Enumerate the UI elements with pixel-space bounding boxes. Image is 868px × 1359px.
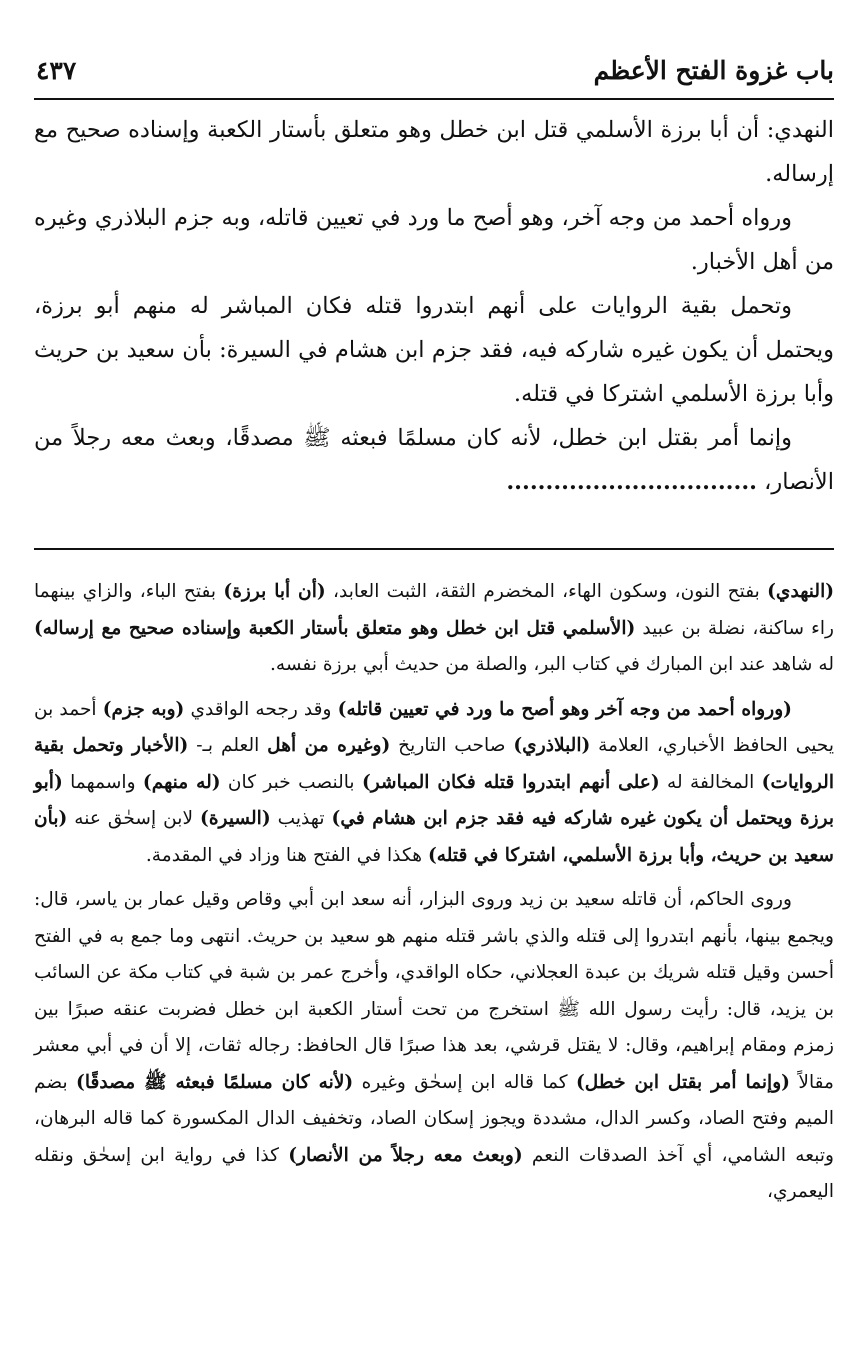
quoted-text-segment: (السيرة) [200, 808, 271, 829]
quoted-text-segment: (لأنه كان مسلمًا فبعثه ﷺ مصدقًا) [76, 1071, 354, 1093]
page-header [34, 50, 834, 92]
commentary-text-segment: أحمد بن يحيى الحافظ الأخباري، العلامة [34, 698, 834, 756]
commentary-text-segment: المخالفة له [659, 771, 762, 793]
commentary-text-segment: واسمهما [62, 771, 143, 793]
commentary-text-segment: تهذيب [270, 808, 332, 829]
quoted-text-segment: (أبو برزة ويحتمل أن يكون غيره شاركه فيه فقد جزم ابن هشام في) [34, 771, 834, 829]
commentary-text-segment: كما قاله ابن إسحٰق وغيره [353, 1071, 576, 1093]
commentary-paragraph [34, 882, 834, 1211]
commentary-text-segment: بفتح الباء، والزاي بينهما راء ساكنة، نضلة بن عبيد [34, 581, 834, 639]
ellipsis-dots: ................................ [506, 469, 757, 495]
main-text [34, 108, 834, 504]
header-rule [34, 98, 834, 100]
main-paragraph-4-text: وإنما أمر بقتل ابن خطل، لأنه كان مسلمًا فبعثه ﷺ مصدقًا، وبعث معه رجلاً من الأنصار، [34, 425, 834, 495]
main-paragraph-3: وتحمل بقية الروايات على أنهم ابتدروا قتله فكان المباشر له منهم أبو برزة، ويحتمل أن يكون غيره شاركه فيه، فقد جزم ابن هشام في السيرة: بأن سعيد بن حريث وأبا برزة الأسلمي اشتركا في قتله. [34, 293, 834, 407]
main-paragraph-2: ورواه أحمد من وجه آخر، وهو أصح ما ورد في تعيين قاتله، وبه جزم البلاذري وغيره من أهل الأخبار. [34, 205, 834, 275]
commentary-text-segment: بضم الميم وفتح الصاد، وكسر الدال، مشددة ويجوز إسكان الصاد، وتخفيف الدال المكسورة كما قاله البرهان، وتبعه الشامي، أي آخذ الصدقات النعم [34, 1071, 834, 1166]
main-paragraph-4 [34, 416, 834, 504]
commentary [34, 566, 834, 1211]
commentary-paragraph [34, 574, 834, 684]
quoted-text-segment: (له منهم) [142, 771, 221, 793]
quoted-text-segment: (وبعث معه رجلاً من الأنصار) [288, 1144, 523, 1166]
commentary-text-segment: بفتح النون، وسكون الهاء، المخضرم الثقة، الثبت العابد، [325, 581, 768, 602]
commentary-text-segment: كذا في رواية ابن إسحٰق ونقله اليعمري، [34, 1144, 834, 1202]
footnote-separator [34, 548, 834, 550]
commentary-text-segment: العلم بـ- [188, 735, 268, 756]
commentary-paragraph [34, 692, 834, 875]
page-number: ٤٣٧ [36, 56, 77, 85]
quoted-text-segment: (البلاذري) [513, 735, 591, 756]
main-paragraph-1: النهدي: أن أبا برزة الأسلمي قتل ابن خطل وهو متعلق بأستار الكعبة وإسناده صحيح مع إرساله. [34, 117, 834, 187]
commentary-text-segment: وقد رجحه الواقدي [184, 698, 338, 720]
quoted-text-segment: (أن أبا برزة) [223, 581, 326, 602]
quoted-text-segment: (وبه جزم) [102, 698, 185, 720]
quoted-text-segment: (بأن سعيد بن حريث، وأبا برزة الأسلمي، اشتركا في قتله) [34, 808, 834, 866]
quoted-text-segment: (وإنما أمر بقتل ابن خطل) [575, 1071, 790, 1093]
chapter-title: باب غزوة الفتح الأعظم [593, 56, 834, 85]
quoted-text-segment: (وغيره من أهل [267, 735, 391, 756]
commentary-text-segment: لابن إسحٰق عنه [67, 808, 201, 829]
quoted-text-segment: (على أنهم ابتدروا قتله فكان المباشر) [361, 771, 660, 793]
quoted-text-segment: (الأخبار وتحمل بقية الروايات) [34, 735, 835, 793]
commentary-text-segment: بالنصب خبر كان [220, 771, 362, 793]
quoted-text-segment: (الأسلمي قتل ابن خطل وهو متعلق بأستار الكعبة وإسناده صحيح مع إرساله) [34, 617, 636, 639]
quoted-text-segment: (ورواه أحمد من وجه آخر وهو أصح ما ورد في تعيين قاتله) [337, 698, 792, 720]
quoted-text-segment: (النهدي) [767, 581, 835, 602]
commentary-text-segment: وروى الحاكم، أن قاتله سعيد بن زيد وروى البزار، أنه سعد ابن أبي وقاص وقيل عمار بن ياسر، قال: ويجمع بينها، بأنهم ابتدروا إلى قتله والذي باشر قتله منهم هو سعيد بن حريث. انتهى وما جمع به في الفتح أحسن وقيل قتله شريك بن عبدة العجلاني، حكاه الواقدي، وأخرج عمر بن شبة في كتاب مكة عن السائب بن يزيد، قال: رأيت رسول الله ﷺ استخرج من تحت أستار الكعبة ابن خطل فضربت عنقه صبرًا بين زمزم ومقام إبراهيم، وقال: لا يقتل قرشي، بعد هذا صبرًا قال الحافظ: رجاله ثقات، إلا أن في أبي معشر مقالاً [34, 889, 834, 1093]
commentary-text-segment: صاحب التاريخ [390, 735, 514, 756]
commentary-text-segment: له شاهد عند ابن المبارك في كتاب البر، والصلة من حديث أبي برزة نفسه. [269, 654, 834, 675]
commentary-text-segment: هكذا في الفتح هنا وزاد في المقدمة. [145, 844, 428, 866]
